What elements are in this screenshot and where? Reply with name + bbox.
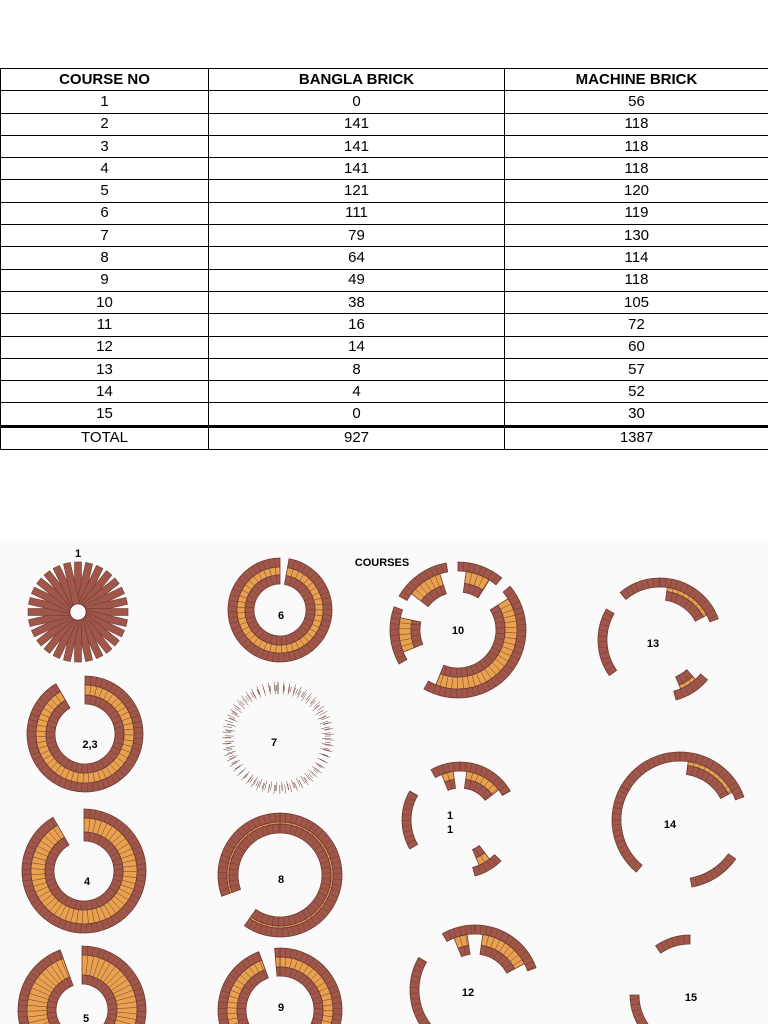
course-7-inner-machine-joint xyxy=(296,778,300,786)
course-7-inner-machine-joint xyxy=(235,708,242,713)
table-row xyxy=(1,135,768,157)
machine-brick-cell: 119 xyxy=(505,202,768,224)
course-7-inner-machine-joint xyxy=(247,695,252,702)
brick-count-table xyxy=(0,68,768,450)
total-row xyxy=(1,426,768,449)
bangla-brick-cell: 49 xyxy=(209,269,505,291)
course-no-cell: 8 xyxy=(1,247,209,269)
course-7-inner-machine-joint xyxy=(235,764,242,769)
table-row xyxy=(1,158,768,180)
bangla-brick-cell: 38 xyxy=(209,291,505,313)
bangla-brick-cell: 141 xyxy=(209,135,505,157)
machine-brick-cell: 60 xyxy=(505,336,768,358)
course-label-4: 4 xyxy=(83,875,91,888)
course-15-outer-machine xyxy=(656,935,690,953)
machine-brick-cell: 57 xyxy=(505,358,768,380)
course-7-inner-machine-joint xyxy=(317,758,325,762)
course-no-cell: 13 xyxy=(1,358,209,380)
course-7-outer-machine-joint xyxy=(251,689,255,697)
course-7-inner-machine-joint xyxy=(315,762,323,767)
bangla-brick-cell: 64 xyxy=(209,247,505,269)
course-7-inner-machine-joint xyxy=(229,718,237,721)
table-row xyxy=(1,91,768,113)
course-diagrams xyxy=(0,540,768,1024)
machine-brick-cell: 118 xyxy=(505,158,768,180)
course-7-outer-machine-joint xyxy=(325,734,334,735)
machine-total-cell: 1387 xyxy=(505,426,768,449)
course-11-outer-machine xyxy=(402,791,418,849)
course-7-inner-machine-joint xyxy=(308,770,314,776)
course-no-cell: 12 xyxy=(1,336,209,358)
course-7-bangla-joint xyxy=(256,781,259,786)
course-7-outer-machine-joint xyxy=(246,777,251,784)
course-13-outer-machine xyxy=(598,609,617,676)
course-7-inner-machine-joint xyxy=(263,687,266,696)
course-label-12: 12 xyxy=(461,986,475,999)
table-row xyxy=(1,202,768,224)
machine-brick-cell: 52 xyxy=(505,381,768,403)
course-2-3-inner-machine xyxy=(46,695,124,773)
course-4-inner-machine xyxy=(45,832,123,910)
course-no-cell: 15 xyxy=(1,403,209,426)
course-7-inner-machine-joint xyxy=(322,733,331,734)
course-7-inner-machine-joint xyxy=(239,768,246,774)
course-no-cell: 6 xyxy=(1,202,209,224)
table-row xyxy=(1,247,768,269)
course-7-outer-machine-joint xyxy=(325,745,334,746)
course-7-inner-machine-joint xyxy=(321,727,330,729)
course-no-cell: 10 xyxy=(1,291,209,313)
table-row xyxy=(1,113,768,135)
course-no-cell: 5 xyxy=(1,180,209,202)
bangla-brick-cell: 0 xyxy=(209,403,505,426)
total-label-cell: TOTAL xyxy=(1,426,209,449)
table-row xyxy=(1,225,768,247)
course-no-cell: 11 xyxy=(1,314,209,336)
machine-brick-cell: 105 xyxy=(505,291,768,313)
course-7-inner-machine-joint xyxy=(271,782,272,791)
course-no-cell: 7 xyxy=(1,225,209,247)
machine-brick-cell: 56 xyxy=(505,91,768,113)
course-7-outer-machine-joint xyxy=(274,785,275,794)
course-label-15: 15 xyxy=(684,991,698,1004)
course-no-cell: 4 xyxy=(1,158,209,180)
bangla-brick-cell: 121 xyxy=(209,180,505,202)
bangla-brick-cell: 141 xyxy=(209,113,505,135)
course-9-inner-machine xyxy=(276,967,280,976)
courses-title: COURSES xyxy=(354,556,410,569)
machine-brick-cell: 120 xyxy=(505,180,768,202)
table-row xyxy=(1,180,768,202)
course-7-outer-machine-joint xyxy=(222,732,231,733)
course-7-inner-machine-joint xyxy=(242,699,248,706)
course-7-bangla-joint xyxy=(269,784,270,790)
bangla-total-cell: 927 xyxy=(209,426,505,449)
course-no-cell: 1 xyxy=(1,91,209,113)
course-14-outer-machine xyxy=(690,854,735,887)
course-label-8: 8 xyxy=(277,873,285,886)
table-row xyxy=(1,314,768,336)
course-7-outer-machine-joint xyxy=(310,697,316,704)
table-row xyxy=(1,291,768,313)
course-7-inner-machine-joint xyxy=(258,689,261,697)
course-9-bangla xyxy=(275,957,280,967)
machine-brick-cell: 118 xyxy=(505,113,768,135)
machine-brick-cell: 30 xyxy=(505,403,768,426)
course-7-outer-machine-joint xyxy=(274,682,275,691)
course-label-10: 10 xyxy=(451,624,465,637)
course-7-bangla-joint xyxy=(313,769,317,773)
course-label-7: 7 xyxy=(270,736,278,749)
header-machine-brick: MACHINE BRICK xyxy=(505,69,768,91)
table-header-row xyxy=(1,69,768,91)
course-no-cell: 9 xyxy=(1,269,209,291)
course-label-11-bottom: 1 xyxy=(446,823,454,836)
course-15-outer-machine xyxy=(630,995,657,1024)
course-7-inner-machine-joint xyxy=(225,741,234,742)
course-label-1: 1 xyxy=(74,547,82,560)
table-row xyxy=(1,381,768,403)
bangla-brick-cell: 8 xyxy=(209,358,505,380)
course-7-bangla-joint xyxy=(227,749,233,750)
course-7-outer-machine-joint xyxy=(225,720,234,723)
header-course-no: COURSE NO xyxy=(1,69,209,91)
course-7-inner-machine-joint xyxy=(275,685,276,694)
course-7-bangla-joint xyxy=(229,755,235,757)
course-7-inner-machine-joint xyxy=(244,771,250,778)
course-label-9: 9 xyxy=(277,1001,285,1014)
course-7-outer-machine-joint xyxy=(323,722,332,725)
machine-brick-cell: 114 xyxy=(505,247,768,269)
course-7-outer-machine-joint xyxy=(251,779,255,787)
course-7-outer-machine-joint xyxy=(227,715,235,719)
bangla-brick-cell: 4 xyxy=(209,381,505,403)
course-7-outer-machine-joint xyxy=(223,726,232,728)
bangla-brick-cell: 79 xyxy=(209,225,505,247)
header-bangla-brick: BANGLA BRICK xyxy=(209,69,505,91)
course-diagrams-area xyxy=(0,540,768,1024)
bangla-brick-cell: 141 xyxy=(209,158,505,180)
bangla-brick-cell: 0 xyxy=(209,91,505,113)
table-row xyxy=(1,269,768,291)
table-row xyxy=(1,358,768,380)
course-7-outer-machine-joint xyxy=(241,696,247,703)
table-row xyxy=(1,403,768,426)
machine-brick-cell: 130 xyxy=(505,225,768,247)
machine-brick-cell: 72 xyxy=(505,314,768,336)
machine-brick-cell: 118 xyxy=(505,269,768,291)
course-7-inner-machine-joint xyxy=(226,746,235,748)
course-7-outer-machine-joint xyxy=(230,709,238,714)
course-7-outer-machine-joint xyxy=(223,748,232,750)
course-7-inner-machine-joint xyxy=(322,744,331,745)
course-no-cell: 3 xyxy=(1,135,209,157)
course-7-inner-machine-joint xyxy=(319,753,327,756)
bangla-brick-cell: 16 xyxy=(209,314,505,336)
course-label-5: 5 xyxy=(82,1012,90,1024)
course-label-14: 14 xyxy=(663,818,677,831)
course-7-outer-machine-joint xyxy=(315,768,322,774)
bangla-brick-cell: 14 xyxy=(209,336,505,358)
course-label-6: 6 xyxy=(277,609,285,622)
machine-brick-cell: 118 xyxy=(505,135,768,157)
course-no-cell: 2 xyxy=(1,113,209,135)
course-7-inner-machine-joint xyxy=(229,756,237,760)
course-7-outer-machine-joint xyxy=(285,785,286,794)
course-7-inner-machine-joint xyxy=(265,781,267,790)
course-7-inner-machine-joint xyxy=(287,781,289,790)
course-label-13: 13 xyxy=(646,637,660,650)
course-7-outer-machine-joint xyxy=(227,757,235,761)
course-7-bangla-joint xyxy=(325,742,331,743)
course-7-bangla-joint xyxy=(262,783,264,789)
course-14-outer-machine xyxy=(612,786,642,872)
course-label-2-3: 2,3 xyxy=(82,738,98,751)
course-11-inner-machine xyxy=(445,779,456,790)
course-9-outer-machine xyxy=(275,948,280,957)
course-7-inner-machine-joint xyxy=(227,724,236,726)
table-row xyxy=(1,336,768,358)
course-7-outer-machine-joint xyxy=(230,762,238,767)
course-13-outer-machine xyxy=(620,578,660,599)
course-no-cell: 14 xyxy=(1,381,209,403)
bangla-brick-cell: 111 xyxy=(209,202,505,224)
course-7-bangla-joint xyxy=(296,689,298,695)
course-7-bangla-joint xyxy=(290,687,292,693)
course-label-11-top: 1 xyxy=(446,809,454,822)
course-7-bangla-joint xyxy=(235,766,240,770)
course-7-bangla-joint xyxy=(324,748,330,749)
course-7-bangla-joint xyxy=(301,692,304,697)
course-7-outer-machine-joint xyxy=(290,784,292,793)
